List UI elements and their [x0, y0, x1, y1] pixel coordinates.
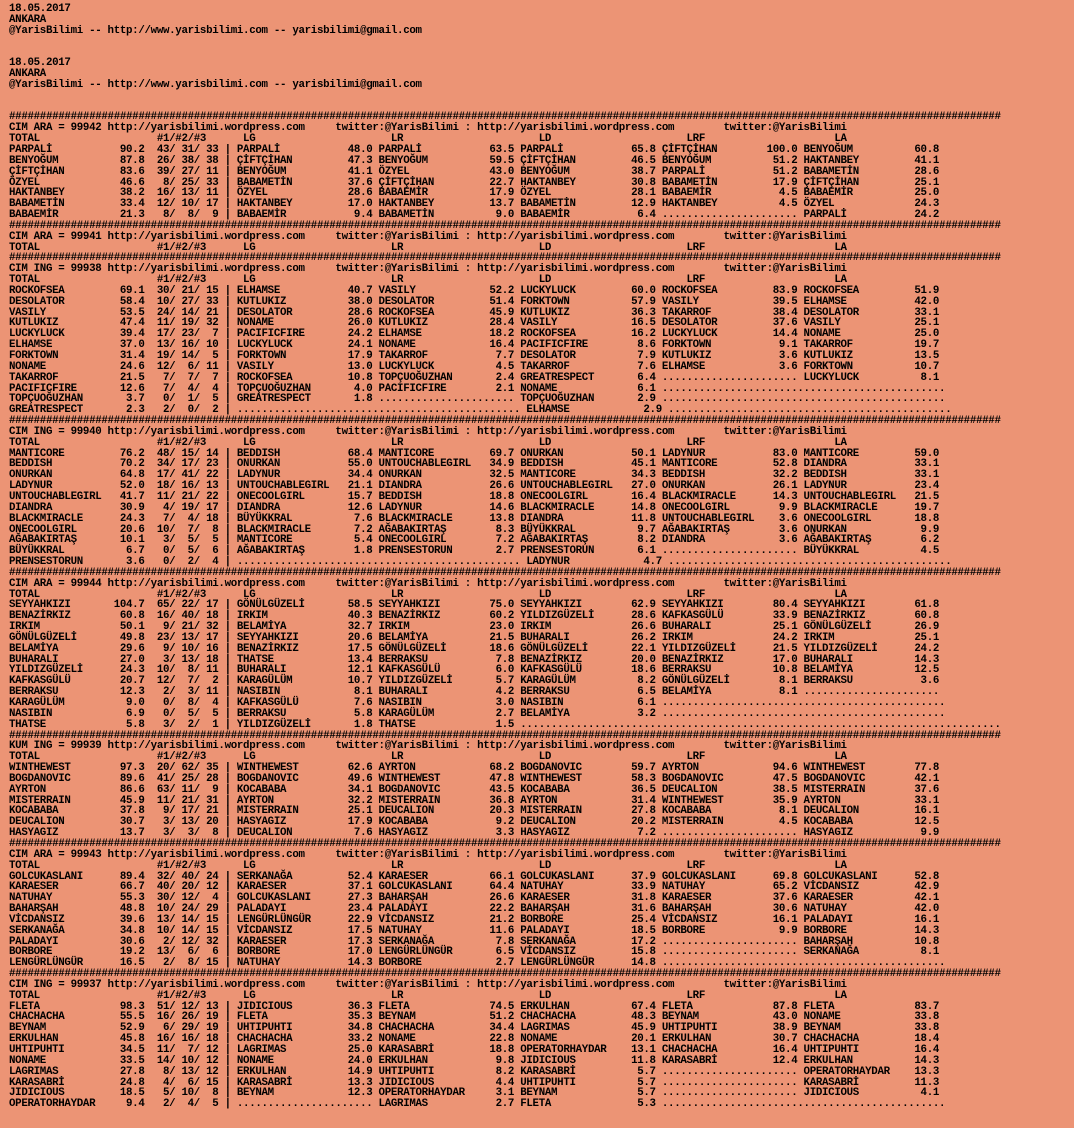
result-row: GOLCUKASLANI 89.4 32/ 40/ 24 | SERKANAĞA 52.4 KARAESER 66.1 GOLCUKASLANI 37.9 GOLCUKASLANI 69.8 GOLCUKASLANI 52.8 — [9, 870, 940, 883]
result-row: VİCDANSIZ 39.6 13/ 14/ 15 | LENGÜRLÜNGÜR 22.9 VİCDANSIZ 21.2 BORBORE 25.4 VİCDANSIZ 16.1 PALADAYI 16.1 — [9, 913, 940, 926]
header-line: 18.05.2017 — [9, 3, 71, 15]
race-title: CIM ING = 99937 http://yarisbilimi.wordpress.com twitter:@YarisBilimi : http://yarisbilimi.wordpress.com twitter:@YarisBilimi — [9, 978, 847, 991]
result-row: VASILY 53.5 24/ 14/ 21 | DESOLATOR 28.6 ROCKOFSEA 45.9 KUTLUKIZ 36.3 TAKARROF 38.4 DESOLATOR 33.1 — [9, 306, 940, 319]
result-row: AĞABAKIRTAŞ 10.1 3/ 5/ 5 | MANTICORE 5.4 ONECOOLGIRL 7.2 AĞABAKIRTAŞ 8.2 DIANDRA 3.6 AĞABAKIRTAŞ 6.2 — [9, 534, 940, 547]
result-row: BORBORE 19.2 13/ 6/ 6 | BORBORE 17.0 LENGÜRLÜNGÜR 6.5 VİCDANSIZ 15.8 ...................... SERKANAĞA 8.1 — [9, 946, 940, 959]
race-results-document — [9, 4, 1001, 1110]
result-row: PARPALİ 90.2 43/ 31/ 33 | PARPALİ 48.0 PARPALİ 63.5 PARPALİ 65.8 ÇİFTÇİHAN 100.0 BENYOĞUM 60.8 — [9, 143, 940, 156]
result-row: LAGRIMAS 27.8 8/ 13/ 12 | ERKULHAN 14.9 UHTIPUHTI 8.2 KARASABRİ 5.7 ...................... OPERATORHAYDAR 13.3 — [9, 1065, 940, 1078]
result-row: OPERATORHAYDAR 9.4 2/ 4/ 5 | ...................... LAGRIMAS 2.7 FLETA 5.3 .............................................. — [9, 1098, 946, 1111]
result-row: BEDDISH 70.2 34/ 17/ 23 | ONURKAN 55.0 UNTOUCHABLEGIRL 34.9 BEDDISH 45.1 MANTICORE 52.8 DIANDRA 33.1 — [9, 458, 940, 471]
result-row: ONECOOLGIRL 20.6 10/ 7/ 8 | BLACKMIRACLE 7.2 AĞABAKIRTAŞ 8.3 BÜYÜKKRAL 9.7 AĞABAKIRTAŞ 3.6 ONURKAN 9.9 — [9, 523, 940, 536]
header-line: ANKARA — [9, 68, 46, 81]
result-row: GÖNÜLGÜZELİ 49.8 23/ 13/ 17 | SEYYAHKIZI 20.6 BELAMİYA 21.5 BUHARALI 26.2 IRKIM 24.2 IRKIM 25.1 — [9, 631, 940, 644]
result-row: HASYAGIZ 13.7 3/ 3/ 8 | DEUCALION 7.6 HASYAGIZ 3.3 HASYAGIZ 7.2 ...................... HASYAGIZ 9.9 — [9, 827, 940, 840]
column-headers: TOTAL #1/#2/#3 LG LR LD LRF LA — [9, 133, 847, 146]
result-row: IRKIM 50.1 9/ 21/ 32 | BELAMİYA 32.7 IRKIM 23.0 IRKIM 26.6 BUHARALI 25.1 GÖNÜLGÜZELİ 26.9 — [9, 621, 940, 634]
separator-line: ################################################################################################################################################################# — [9, 111, 1001, 124]
result-row: LUCKYLUCK 39.4 17/ 23/ 7 | PACIFICFIRE 24.2 ELHAMSE 18.2 ROCKOFSEA 16.2 LUCKYLUCK 14.4 NONAME 25.0 — [9, 328, 940, 341]
result-row: BERRAKSU 12.3 2/ 3/ 11 | NASIBIN 8.1 BUHARALI 4.2 BERRAKSU 6.5 BELAMİYA 8.1 ...................... — [9, 686, 940, 699]
race-title: CIM ING = 99938 http://yarisbilimi.wordpress.com twitter:@YarisBilimi : http://yarisbilimi.wordpress.com twitter:@YarisBilimi — [9, 263, 847, 276]
race-title: CIM ARA = 99941 http://yarisbilimi.wordpress.com twitter:@YarisBilimi : http://yarisbilimi.wordpress.com twitter:@YarisBilimi — [9, 230, 847, 243]
result-row: MANTICORE 76.2 48/ 15/ 14 | BEDDISH 68.4 MANTICORE 69.7 ONURKAN 50.1 LADYNUR 83.0 MANTICORE 59.0 — [9, 447, 940, 460]
result-row: PRENSESTORUN 3.6 0/ 2/ 4 | .............................................. LADYNUR 4.7 .............................................. — [9, 556, 952, 569]
separator-line: ################################################################################################################################################################# — [9, 252, 1001, 265]
header-line: @YarisBilimi -- http://www.yarisbilimi.com -- yarisbilimi@gmail.com — [9, 24, 422, 37]
result-row: THATSE 5.8 3/ 2/ 1 | YILDIZGÜZELİ 1.8 THATSE 1.5 .............................................................................. — [9, 718, 1001, 731]
result-row: ERKULHAN 45.8 16/ 16/ 18 | CHACHACHA 33.2 NONAME 22.8 NONAME 20.1 ERKULHAN 30.7 CHACHACHA 18.4 — [9, 1033, 940, 1046]
result-row: DIANDRA 30.9 4/ 19/ 17 | DIANDRA 12.6 LADYNUR 14.6 BLACKMIRACLE 14.8 ONECOOLGIRL 9.9 BLACKMIRACLE 19.7 — [9, 501, 940, 514]
column-headers: TOTAL #1/#2/#3 LG LR LD LRF LA — [9, 436, 847, 449]
result-row: LADYNUR 52.0 18/ 16/ 13 | UNTOUCHABLEGIRL 21.1 DIANDRA 26.6 UNTOUCHABLEGIRL 27.0 ONURKAN 26.1 LADYNUR 23.4 — [9, 480, 940, 493]
result-row: JIDICIOUS 18.5 5/ 10/ 8 | BEYNAM 12.3 OPERATORHAYDAR 3.1 BEYNAM 5.7 ...................... JIDICIOUS 4.1 — [9, 1087, 940, 1100]
result-row: KOCABABA 37.8 9/ 17/ 21 | MISTERRAIN 25.1 DEUCALION 20.3 MISTERRAIN 27.8 KOCABABA 8.1 DEUCALION 16.1 — [9, 805, 940, 818]
result-row: KARAGÜLÜM 9.0 0/ 8/ 4 | KAFKASGÜLÜ 7.6 NASIBIN 3.0 NASIBIN 6.1 .............................................. — [9, 697, 946, 709]
column-headers: TOTAL #1/#2/#3 LG LR LD LRF LA — [9, 241, 847, 254]
result-row: KUTLUKIZ 47.4 11/ 19/ 32 | NONAME 26.0 KUTLUKIZ 28.4 VASILY 16.5 DESOLATOR 37.6 VASILY 25.1 — [9, 317, 940, 330]
result-row: NONAME 33.5 14/ 10/ 12 | NONAME 24.0 ERKULHAN 9.8 JIDICIOUS 11.8 KARASABRİ 12.4 ERKULHAN 14.3 — [9, 1054, 940, 1067]
separator-line: ################################################################################################################################################################# — [9, 968, 1001, 981]
result-row: ELHAMSE 37.0 13/ 16/ 10 | LUCKYLUCK 24.1 NONAME 16.4 PACIFICFIRE 8.6 FORKTOWN 9.1 TAKARROF 19.7 — [9, 339, 940, 352]
result-row: DEUCALION 30.7 3/ 13/ 20 | HASYAGIZ 17.9 KOCABABA 9.2 DEUCALION 20.2 MISTERRAIN 4.5 KOCABABA 12.5 — [9, 816, 940, 829]
result-row: HAKTANBEY 38.2 16/ 13/ 11 | ÖZYEL 28.6 BABAEMİR 17.9 ÖZYEL 28.1 BABAEMİR 4.5 BABAEMİR 25.0 — [9, 187, 940, 200]
result-row: BELAMİYA 29.6 9/ 10/ 16 | BENAZİRKIZ 17.5 GÖNÜLGÜZELİ 18.6 GÖNÜLGÜZELİ 22.1 YILDIZGÜZELİ 21.5 YILDIZGÜZELİ 24.2 — [9, 642, 940, 655]
result-row: LENGÜRLÜNGÜR 16.5 2/ 8/ 15 | NATUHAY 14.3 BORBORE 2.7 LENGÜRLÜNGÜR 14.8 .............................................. — [9, 957, 946, 970]
result-row: BENAZİRKIZ 60.8 16/ 40/ 18 | IRKIM 40.3 BENAZİRKIZ 60.2 YILDIZGÜZELİ 28.6 KAFKASGÜLÜ 33.9 BENAZİRKIZ 60.8 — [9, 610, 940, 623]
separator-line: ################################################################################################################################################################# — [9, 415, 1001, 428]
result-row: BEYNAM 52.9 6/ 29/ 19 | UHTIPUHTI 34.8 CHACHACHA 34.4 LAGRIMAS 45.9 UHTIPUHTI 38.9 BEYNAM 33.8 — [9, 1022, 940, 1035]
result-row: DESOLATOR 58.4 10/ 27/ 33 | KUTLUKIZ 38.0 DESOLATOR 51.4 FORKTOWN 57.9 VASILY 39.5 ELHAMSE 42.0 — [9, 295, 940, 308]
result-row: KARASABRİ 24.8 4/ 6/ 15 | KARASABRİ 13.3 JIDICIOUS 4.4 UHTIPUHTI 5.7 ...................... KARASABRİ 11.3 — [9, 1076, 940, 1089]
separator-line: ################################################################################################################################################################# — [9, 566, 1001, 579]
column-headers: TOTAL #1/#2/#3 LG LR LD LRF LA — [9, 588, 847, 601]
result-row: BABAMETİN 33.4 12/ 10/ 17 | HAKTANBEY 17.0 HAKTANBEY 13.7 BABAMETİN 12.9 HAKTANBEY 4.5 ÖZYEL 24.3 — [9, 198, 940, 211]
result-row: BÜYÜKKRAL 6.7 0/ 5/ 6 | AĞABAKIRTAŞ 1.8 PRENSESTORUN 2.7 PRENSESTORUN 6.1 ...................... BÜYÜKKRAL 4.5 — [9, 545, 940, 558]
result-row: ÖZYEL 46.6 8/ 25/ 33 | BABAMETİN 37.6 ÇİFTÇİHAN 22.7 HAKTANBEY 30.8 BABAMETİN 17.9 ÇİFTÇİHAN 25.1 — [9, 176, 940, 189]
result-row: BABAEMİR 21.3 8/ 8/ 9 | BABAEMİR 9.4 BABAMETİN 9.0 BABAEMİR 6.4 ...................... PARPALİ 24.2 — [9, 209, 940, 222]
result-row: CHACHACHA 55.5 16/ 26/ 19 | FLETA 35.3 BEYNAM 51.2 CHACHACHA 48.3 BEYNAM 43.0 NONAME 33.8 — [9, 1011, 940, 1024]
result-row: SERKANAĞA 34.8 10/ 14/ 15 | VİCDANSIZ 17.5 NATUHAY 11.6 PALADAYI 18.5 BORBORE 9.9 BORBORE 14.3 — [9, 924, 940, 937]
separator-line: ################################################################################################################################################################# — [9, 837, 1001, 850]
result-row: MISTERRAIN 45.9 11/ 21/ 31 | AYRTON 32.2 MISTERRAIN 36.8 AYRTON 31.4 WINTHEWEST 35.9 AYRTON 33.1 — [9, 794, 940, 807]
column-headers: TOTAL #1/#2/#3 LG LR LD LRF LA — [9, 859, 847, 872]
result-row: NATUHAY 55.3 30/ 12/ 4 | GOLCUKASLANI 27.3 BAHARŞAH 26.6 KARAESER 31.8 KARAESER 37.6 KARAESER 42.1 — [9, 892, 940, 905]
result-row: KAFKASGÜLÜ 20.7 12/ 7/ 2 | KARAGÜLÜM 10.7 YILDIZGÜZELİ 5.7 KARAGÜLÜM 8.2 GÖNÜLGÜZELİ 8.1 BERRAKSU 3.6 — [9, 675, 940, 688]
result-row: KARAESER 66.7 40/ 20/ 12 | KARAESER 37.1 GOLCUKASLANI 64.4 NATUHAY 33.9 NATUHAY 65.2 VİCDANSIZ 42.9 — [9, 881, 940, 894]
result-row: BUHARALI 27.0 3/ 13/ 18 | THATSE 13.4 BERRAKSU 7.8 BENAZİRKIZ 20.0 BENAZİRKIZ 17.0 BUHARALI 14.3 — [9, 653, 940, 666]
result-row: NASIBIN 6.9 0/ 5/ 5 | BERRAKSU 5.8 KARAGÜLÜM 2.7 BELAMİYA 3.2 .............................................. — [9, 707, 946, 720]
result-row: UHTIPUHTI 34.5 11/ 7/ 12 | LAGRIMAS 25.0 KARASABRİ 18.8 OPERATORHAYDAR 13.1 CHACHACHA 16.4 UHTIPUHTI 16.4 — [9, 1044, 940, 1056]
result-row: BAHARŞAH 48.8 10/ 24/ 29 | PALADAYI 23.4 PALADAYI 22.2 BAHARŞAH 31.6 BAHARŞAH 30.6 NATUHAY 42.0 — [9, 903, 940, 916]
result-row: YILDIZGÜZELİ 24.3 10/ 8/ 11 | BUHARALI 12.1 KAFKASGÜLÜ 6.0 KAFKASGÜLÜ 18.6 BERRAKSU 10.8 BELAMİYA 12.5 — [9, 664, 940, 677]
race-title: CIM ARA = 99943 http://yarisbilimi.wordpress.com twitter:@YarisBilimi : http://yarisbilimi.wordpress.com twitter:@YarisBilimi — [9, 848, 847, 861]
header-line: 18.05.2017 — [9, 57, 71, 70]
result-row: BLACKMIRACLE 24.3 7/ 4/ 18 | BÜYÜKKRAL 7.6 BLACKMIRACLE 13.8 DIANDRA 11.8 UNTOUCHABLEGIRL 3.6 ONECOOLGIRL 18.8 — [9, 512, 940, 525]
result-row: ROCKOFSEA 69.1 30/ 21/ 15 | ELHAMSE 40.7 VASILY 52.2 LUCKYLUCK 60.0 ROCKOFSEA 83.9 ROCKOFSEA 51.9 — [9, 284, 940, 297]
result-row: FLETA 98.3 51/ 12/ 13 | JIDICIOUS 36.3 FLETA 74.5 ERKULHAN 67.4 FLETA 87.8 FLETA 83.7 — [9, 1000, 940, 1013]
result-row: PALADAYI 30.6 2/ 12/ 32 | KARAESER 17.3 SERKANAĞA 7.8 SERKANAĞA 17.2 ...................... BAHARŞAH 10.8 — [9, 935, 940, 948]
result-row: TOPÇUOĞUZHAN 3.7 0/ 1/ 5 | GREATRESPECT 1.8 ...................... TOPÇUOĞUZHAN 2.9 .............................................. — [9, 393, 946, 406]
separator-line: ################################################################################################################################################################# — [9, 219, 1001, 232]
result-row: UNTOUCHABLEGIRL 41.7 11/ 21/ 22 | ONECOOLGIRL 15.7 BEDDISH 18.8 ONECOOLGIRL 16.4 BLACKMIRACLE 14.3 UNTOUCHABLEGIRL 21.5 — [9, 490, 940, 503]
column-headers: TOTAL #1/#2/#3 LG LR LD LRF LA — [9, 989, 847, 1002]
header-line: @YarisBilimi -- http://www.yarisbilimi.com -- yarisbilimi@gmail.com — [9, 78, 422, 91]
column-headers: TOTAL #1/#2/#3 LG LR LD LRF LA — [9, 751, 847, 764]
race-title: CIM ARA = 99942 http://yarisbilimi.wordpress.com twitter:@YarisBilimi : http://yarisbilimi.wordpress.com twitter:@YarisBilimi — [9, 122, 847, 135]
result-row: ÇİFTÇİHAN 83.6 39/ 27/ 11 | BENYOĞUM 41.1 ÖZYEL 43.0 BENYOĞUM 38.7 PARPALİ 51.2 BABAMETİN 28.6 — [9, 165, 940, 178]
separator-line: ################################################################################################################################################################# — [9, 729, 1001, 742]
result-row: BENYOĞUM 87.8 26/ 38/ 38 | ÇİFTÇİHAN 47.3 BENYOĞUM 59.5 ÇİFTÇİHAN 46.5 BENYOĞUM 51.2 HAKTANBEY 41.1 — [9, 154, 940, 167]
result-row: WINTHEWEST 97.3 20/ 62/ 35 | WINTHEWEST 62.6 AYRTON 68.2 BOGDANOVIC 59.7 AYRTON 94.6 WINTHEWEST 77.8 — [9, 762, 940, 775]
header-line: ANKARA — [9, 13, 46, 26]
race-title: CIM ARA = 99944 http://yarisbilimi.wordpress.com twitter:@YarisBilimi : http://yarisbilimi.wordpress.com twitter:@YarisBilimi — [9, 577, 847, 590]
result-row: AYRTON 86.6 63/ 11/ 9 | KOCABABA 34.1 BOGDANOVIC 43.5 KOCABABA 36.5 DEUCALION 38.5 MISTERRAIN 37.6 — [9, 783, 940, 796]
result-row: SEYYAHKIZI 104.7 65/ 22/ 17 | GÖNÜLGÜZELİ 58.5 SEYYAHKIZI 75.0 SEYYAHKIZI 62.9 SEYYAHKIZI 80.4 SEYYAHKIZI 61.8 — [9, 599, 940, 612]
column-headers: TOTAL #1/#2/#3 LG LR LD LRF LA — [9, 274, 847, 287]
result-row: BOGDANOVIC 89.6 41/ 25/ 28 | BOGDANOVIC 49.6 WINTHEWEST 47.8 WINTHEWEST 58.3 BOGDANOVIC 47.5 BOGDANOVIC 42.1 — [9, 772, 940, 785]
result-row: FORKTOWN 31.4 19/ 14/ 5 | FORKTOWN 17.9 TAKARROF 7.7 DESOLATOR 7.9 KUTLUKIZ 3.6 KUTLUKIZ 13.5 — [9, 350, 940, 362]
result-row: TAKARROF 21.5 7/ 7/ 7 | ROCKOFSEA 10.8 TOPÇUOĞUZHAN 2.4 GREATRESPECT 6.4 ...................... LUCKYLUCK 8.1 — [9, 371, 940, 384]
result-row: GREATRESPECT 2.3 2/ 0/ 2 | .............................................. ELHAMSE 2.9 .............................................. — [9, 404, 952, 417]
result-row: PACIFICFIRE 12.6 7/ 4/ 4 | TOPÇUOĞUZHAN 4.0 PACIFICFIRE 2.1 NONAME 6.1 .............................................. — [9, 382, 946, 395]
result-row: ONURKAN 64.8 17/ 41/ 22 | LADYNUR 34.4 ONURKAN 32.5 MANTICORE 34.3 BEDDISH 32.2 BEDDISH 33.1 — [9, 469, 940, 482]
race-title: CIM ING = 99940 http://yarisbilimi.wordpress.com twitter:@YarisBilimi : http://yarisbilimi.wordpress.com twitter:@YarisBilimi — [9, 425, 847, 438]
result-row: NONAME 24.6 12/ 6/ 11 | VASILY 13.0 LUCKYLUCK 4.5 TAKARROF 7.6 ELHAMSE 3.6 FORKTOWN 10.7 — [9, 360, 940, 373]
race-title: KUM ING = 99939 http://yarisbilimi.wordpress.com twitter:@YarisBilimi : http://yarisbilimi.wordpress.com twitter:@YarisBilimi — [9, 740, 847, 753]
